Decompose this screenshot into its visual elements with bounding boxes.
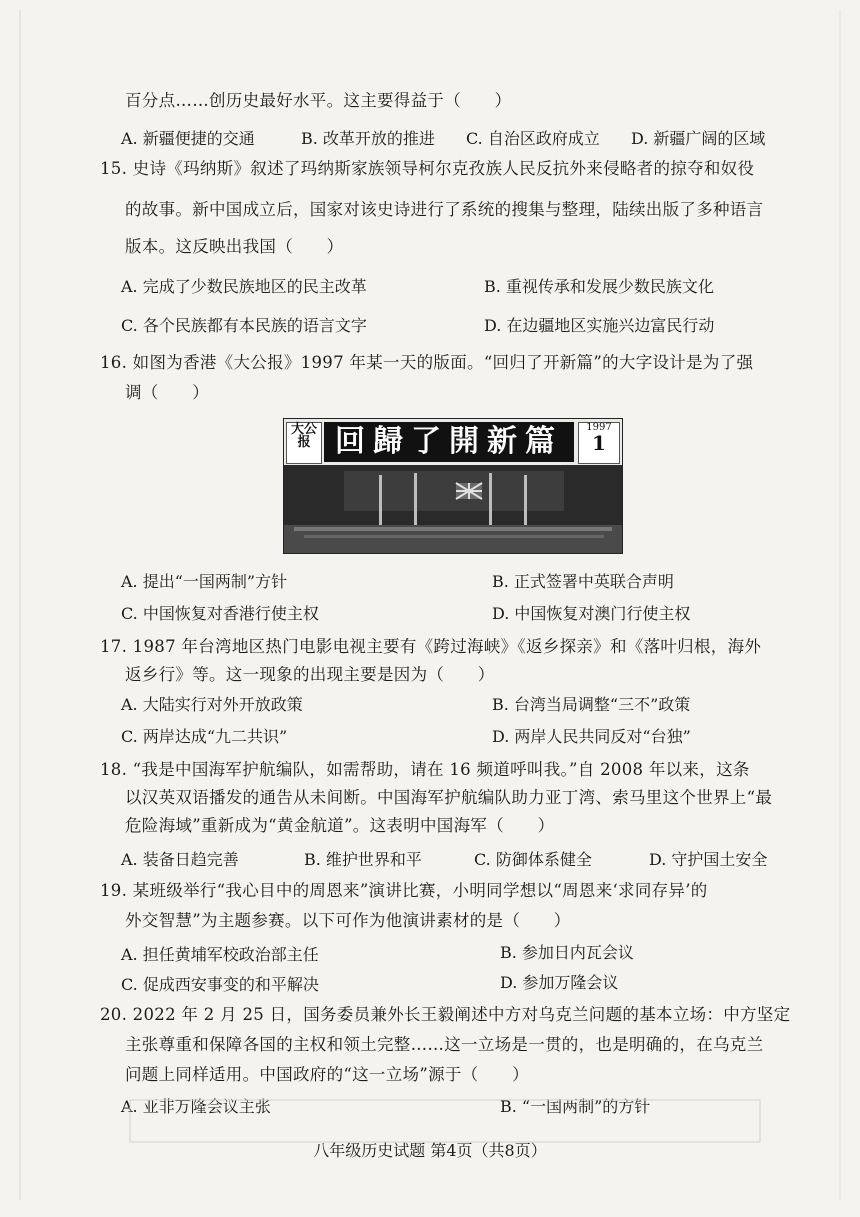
q14-option-c: C. 自治区政府成立 [466,129,600,148]
newspaper-date-year: 1997 [586,422,612,433]
newspaper-front-page-image [283,418,623,554]
q16-option-a: A. 提出“一国两制”方针 [121,572,288,591]
q20-stem-1: 20. 2022 年 2 月 25 日，国务委员兼外长王毅阐述中方对乌克兰问题的基本立场：中方坚定 [100,1005,791,1024]
q18-option-c: C. 防御体系健全 [474,850,592,869]
q17-option-b: B. 台湾当局调整“三不”政策 [492,695,691,714]
q20-option-b: B. “一国两制”的方针 [500,1097,651,1116]
q18-stem-1: 18. “我是中国海军护航编队，如需帮助，请在 16 频道呼叫我。”自 2008 年以来，这条 [100,760,750,779]
q16-option-d: D. 中国恢复对澳门行使主权 [492,604,691,623]
q15-option-a: A. 完成了少数民族地区的民主改革 [121,277,367,296]
q15-option-b: B. 重视传承和发展少数民族文化 [484,277,714,296]
ceremony-photo [284,465,622,553]
newspaper-logo: 大公报 [286,422,322,464]
q15-option-c: C. 各个民族都有本民族的语言文字 [121,316,367,335]
q16-stem-2: 调（ ） [125,383,209,402]
newspaper-masthead [284,419,622,465]
q19-option-a: A. 担任黄埔军校政治部主任 [121,945,319,964]
q14-option-d: D. 新疆广阔的区域 [631,129,766,148]
q18-option-b: B. 维护世界和平 [304,850,422,869]
q16-option-c: C. 中国恢复对香港行使主权 [121,604,319,623]
q19-option-c: C. 促成西安事变的和平解决 [121,975,319,994]
q15-stem-1: 15. 史诗《玛纳斯》叙述了玛纳斯家族领导柯尔克孜族人民反抗外来侵略者的掠夺和奴役 [100,159,755,178]
newspaper-date-day: 1 [592,431,606,455]
ceremony-photo-drawing [284,465,622,553]
newspaper-headline: 回歸了開新篇 [324,422,574,462]
q14-stem-tail: 百分点……创历史最好水平。这主要得益于（ ） [125,91,512,110]
q17-option-d: D. 两岸人民共同反对“台独” [492,727,691,746]
q20-stem-3: 问题上同样适用。中国政府的“这一立场”源于（ ） [125,1065,529,1084]
q15-stem-3: 版本。这反映出我国（ ） [125,237,344,256]
q19-stem-1: 19. 某班级举行“我心目中的周恩来”演讲比赛，小明同学想以“周恩来‘求同存异’的 [100,881,708,900]
q17-option-c: C. 两岸达成“九二共识” [121,727,288,746]
q20-option-a: A. 亚非万隆会议主张 [121,1097,271,1116]
q17-option-a: A. 大陆实行对外开放政策 [121,695,303,714]
newspaper-date-box [578,422,620,464]
q18-stem-3: 危险海域”重新成为“黄金航道”。这表明中国海军（ ） [125,816,555,835]
q18-option-d: D. 守护国土安全 [649,850,768,869]
q20-stem-2: 主张尊重和保障各国的主权和领土完整……这一立场是一贯的，也是明确的，在乌克兰 [125,1035,764,1054]
q19-option-d: D. 参加万隆会议 [500,973,619,992]
q17-stem-2: 返乡行》等。这一现象的出现主要是因为（ ） [125,665,495,684]
q17-stem-1: 17. 1987 年台湾地区热门电影电视主要有《跨过海峡》《返乡探亲》和《落叶归根，海外 [100,637,762,656]
q15-option-d: D. 在边疆地区实施兴边富民行动 [484,316,715,335]
q14-option-b: B. 改革开放的推进 [301,129,435,148]
q16-option-b: B. 正式签署中英联合声明 [492,572,674,591]
q19-stem-2: 外交智慧”为主题参赛。以下可作为他演讲素材的是（ ） [125,911,571,930]
q14-option-a: A. 新疆便捷的交通 [121,129,255,148]
q15-stem-2: 的故事。新中国成立后，国家对该史诗进行了系统的搜集与整理，陆续出版了多种语言 [125,200,764,219]
q16-stem-1: 16. 如图为香港《大公报》1997 年某一天的版面。“回归了开新篇”的大字设计是为了强 [100,353,754,372]
page-footer: 八年级历史试题 第4页（共8页） [313,1141,547,1160]
q18-stem-2: 以汉英双语播发的通告从未间断。中国海军护航编队助力亚丁湾、索马里这个世界上“最 [125,788,773,807]
q18-option-a: A. 装备日趋完善 [121,850,239,869]
q19-option-b: B. 参加日内瓦会议 [500,943,634,962]
